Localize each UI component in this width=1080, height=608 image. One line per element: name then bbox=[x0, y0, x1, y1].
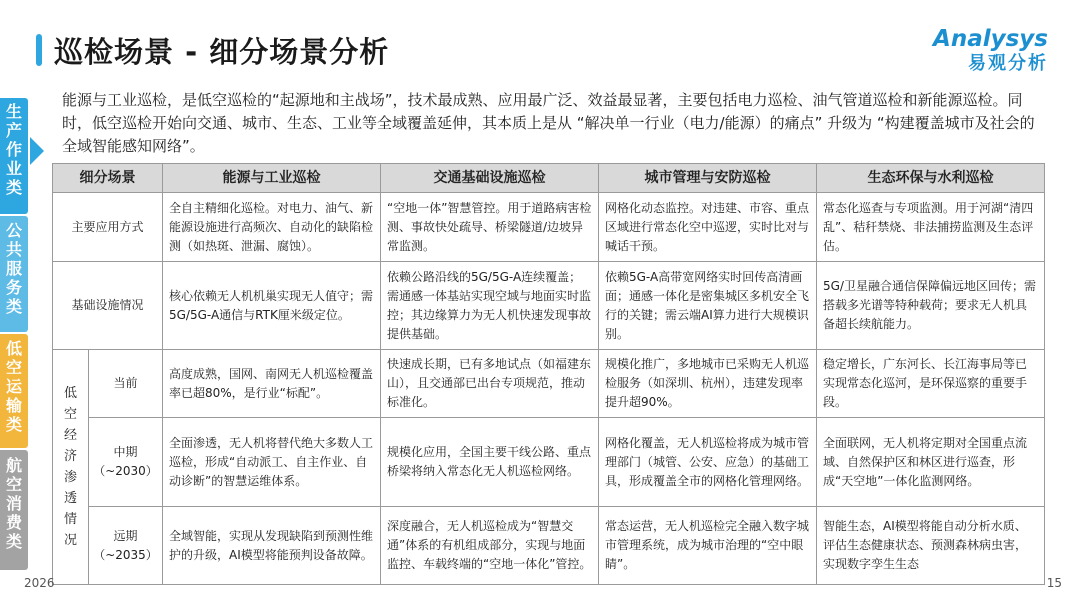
phase-label-mid-term: 中期 （~2030） bbox=[89, 418, 163, 507]
analysys-logo bbox=[932, 26, 1048, 82]
table-cell: 网格化覆盖，无人机巡检将成为城市管理部门（城管、公安、应急）的基础工具，形成覆盖全市的网格化管理网络。 bbox=[599, 418, 817, 507]
table-cell: 常态运营，无人机巡检完全融入数字城市管理系统，成为城市治理的“空中眼睛”。 bbox=[599, 507, 817, 585]
table-cell: 核心依赖无人机机巢实现无人值守；需5G/5G-A通信与RTK厘米级定位。 bbox=[163, 262, 381, 350]
table-cell: 全域智能，实现从发现缺陷到预测性维护的升级，AI模型将能预判设备故障。 bbox=[163, 507, 381, 585]
table-row bbox=[53, 262, 1045, 350]
header-energy: 能源与工业巡检 bbox=[163, 164, 381, 193]
logo-chinese: 易观分析 bbox=[968, 53, 1048, 74]
table-row bbox=[53, 193, 1045, 262]
table-cell: 全面渗透，无人机将替代绝大多数人工巡检，形成“自动派工、自主作业、自动诊断”的智慧运维体系。 bbox=[163, 418, 381, 507]
table-cell: 全面联网，无人机将定期对全国重点流域、自然保护区和林区进行巡查，形成“天空地”一体化监测网络。 bbox=[817, 418, 1045, 507]
penetration-label-text: 低空经济渗透情况 bbox=[64, 386, 78, 548]
table-cell: 依赖5G-A高带宽网络实时回传高清画面；通感一体化是密集城区多机安全飞行的关键；需云端AI算力进行大规模识别。 bbox=[599, 262, 817, 350]
row-label-penetration bbox=[53, 350, 89, 585]
header-transport: 交通基础设施巡检 bbox=[381, 164, 599, 193]
table-cell: 智能生态，AI模型将能自动分析水质、评估生态健康状态、预测森林病虫害，实现数字孪生生态 bbox=[817, 507, 1045, 585]
row-label-infra: 基础设施情况 bbox=[53, 262, 163, 350]
table-row bbox=[53, 507, 1045, 585]
active-tab-arrow-icon bbox=[30, 137, 44, 165]
table-cell: 深度融合，无人机巡检成为“智慧交通”体系的有机组成部分，实现与地面监控、车载终端的“空地一体化”管控。 bbox=[381, 507, 599, 585]
table-cell: 高度成熟，国网、南网无人机巡检覆盖率已超80%，是行业“标配”。 bbox=[163, 350, 381, 418]
page-title: 巡检场景 - 细分场景分析 bbox=[54, 35, 390, 69]
scenario-table bbox=[52, 163, 1044, 585]
header-urban: 城市管理与安防巡检 bbox=[599, 164, 817, 193]
table-cell: 稳定增长，广东河长、长江海事局等已实现常态化巡河，是环保巡察的重要手段。 bbox=[817, 350, 1045, 418]
table-cell: 快速成长期，已有多地试点（如福建东山），且交通部已出台专项规范，推动标准化。 bbox=[381, 350, 599, 418]
side-tab-low-altitude-transport[interactable]: 低空运输类 bbox=[0, 334, 28, 448]
title-accent-bar bbox=[36, 34, 42, 66]
logo-english: Analysys bbox=[933, 26, 1048, 52]
side-tab-production[interactable]: 生产作业类 bbox=[0, 98, 28, 214]
table-cell: 规模化推广，多地城市已采购无人机巡检服务（如深圳、杭州），违建发现率提升超90%。 bbox=[599, 350, 817, 418]
page-number: 15 bbox=[1046, 576, 1062, 590]
table-cell: 5G/卫星融合通信保障偏远地区回传；需搭载多光谱等特种载荷；要求无人机具备超长续航能力。 bbox=[817, 262, 1045, 350]
table-cell: 规模化应用，全国主要干线公路、重点桥梁将纳入常态化无人机巡检网络。 bbox=[381, 418, 599, 507]
table-row bbox=[53, 350, 1045, 418]
side-tab-public-service[interactable]: 公共服务类 bbox=[0, 216, 28, 332]
intro-paragraph: 能源与工业巡检，是低空巡检的“起源地和主战场”，技术最成熟、应用最广泛、效益最显著，主要包括电力巡检、油气管道巡检和新能源巡检。同时，低空巡检开始向交通、城市、生态、工业等全域覆盖延伸，其本质上是从 “解决单一行业（电力/能源）的痛点” 升级为 “构建覆盖城市及社会的全域智能感知网络”。 bbox=[62, 91, 1035, 155]
table-cell: “空地一体”智慧管控。用于道路病害检测、事故快处疏导、桥梁隧道/边坡异常监测。 bbox=[381, 193, 599, 262]
table-cell: 全自主精细化巡检。对电力、油气、新能源设施进行高频次、自动化的缺陷检测（如热斑、泄漏、腐蚀）。 bbox=[163, 193, 381, 262]
phase-label-long-term: 远期 （~2035） bbox=[89, 507, 163, 585]
table-cell: 常态化巡查与专项监测。用于河湖“清四乱”、秸秆禁烧、非法捕捞监测及生态评估。 bbox=[817, 193, 1045, 262]
table-header-row bbox=[53, 164, 1045, 193]
header-ecology: 生态环保与水利巡检 bbox=[817, 164, 1045, 193]
footer-year: 2026 bbox=[24, 576, 55, 590]
phase-label-current: 当前 bbox=[89, 350, 163, 418]
table-cell: 网格化动态监控。对违建、市容、重点区域进行常态化空中巡逻，实时比对与喊话干预。 bbox=[599, 193, 817, 262]
row-label-main-app: 主要应用方式 bbox=[53, 193, 163, 262]
table-row bbox=[53, 418, 1045, 507]
table-cell: 依赖公路沿线的5G/5G-A连续覆盖；需通感一体基站实现空域与地面实时监控；其边缘算力为无人机快速发现事故提供基础。 bbox=[381, 262, 599, 350]
side-tab-aviation-consumer[interactable]: 航空消费类 bbox=[0, 450, 28, 570]
category-side-nav bbox=[0, 98, 30, 572]
header-scenario: 细分场景 bbox=[53, 164, 163, 193]
